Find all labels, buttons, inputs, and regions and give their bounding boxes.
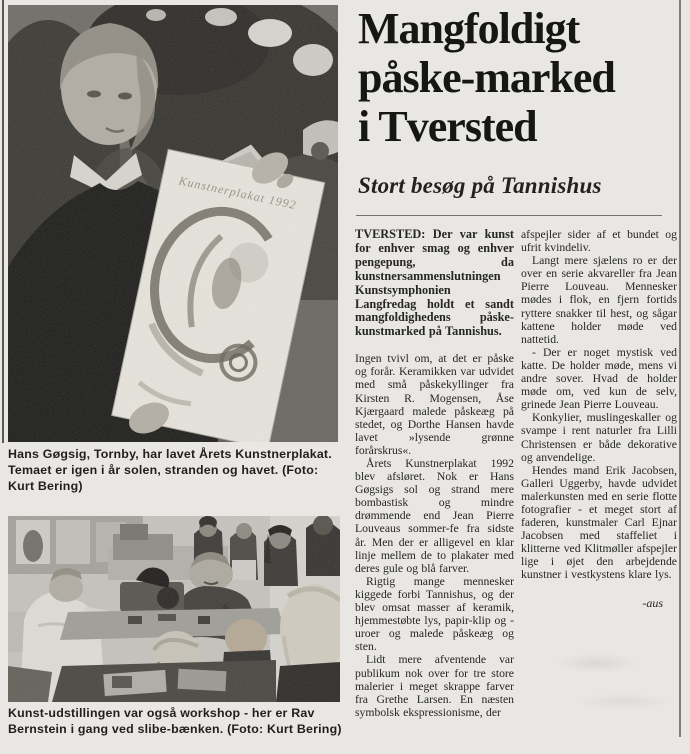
article-subhead: Stort besøg på Tannishus	[358, 173, 602, 198]
paragraph: Rigtig mange mennesker kiggede forbi Tannishus, og der blev omsat masser af keramik, hjemmestøbte lys, papir-klip og -uroer og malede påskeæg og sten.	[355, 574, 514, 654]
subhead-divider	[356, 215, 662, 216]
headline-line-2: påske-marked	[358, 53, 615, 102]
article-headline	[358, 4, 670, 151]
right-column-rule	[679, 0, 681, 737]
article-column-2	[521, 228, 677, 610]
paragraph: Hendes mand Erik Jacobsen, Galleri Uggerby, havde udvidet malerkunsten med en serie flotte fotografier - et meget stort af faderen, kunstmaler Carl Ejnar Jacobsen med staffeliet i klitterne ved Klitmøller afspejler lige i øjet den arbejdende kunstner i vestkystens klare lys.	[521, 463, 677, 582]
headline-line-3: i Tversted	[358, 102, 537, 151]
paragraph: - Der er noget mystisk ved katte. De holder møde, mens vi andre sover. Hvad de holder møde om, ved kun de selv, grinede Jean Pierre Louveau.	[521, 345, 677, 412]
photo2-grain-overlay	[8, 516, 340, 702]
photo1-caption: Hans Gøgsig, Tornby, har lavet Årets Kunstnerplakat. Temaet er igen i år solen, stranden og havet. (Foto: Kurt Bering)	[8, 447, 332, 493]
photo1-illustration	[8, 5, 338, 442]
print-through-smudge	[545, 630, 675, 740]
photo-hans-gogsig-with-poster	[8, 5, 338, 442]
photo2-illustration	[8, 516, 340, 702]
photo1-grain-overlay	[8, 5, 338, 442]
photo-workshop-scene	[8, 516, 340, 702]
article-column-1	[355, 228, 514, 719]
lead-paragraph: TVERSTED: Der var kunst for enhver smag og enhver pengepung, da kunstnersammenslutningen Kunstsymphonien Langfredag holdt et sandt mangfoldighedens påske-kunstmarked på Tannishus.	[355, 227, 514, 339]
paragraph: Ingen tvivl om, at det er påske og forår. Keramikken var udvidet med små påskekyllinger fra Kirsten R. Mogensen, Åse Kjærgaard malede påskeæg på stedet, og Dorthe Hansen havde lavet »lysende grønne forårskrus«.	[355, 352, 514, 457]
paragraph: Lidt mere afventende var publikum nok over for tre store malerier i meget skrappe farver fra Grethe Larsen. En næsten symbolsk ekspressionisme, der	[355, 653, 514, 719]
headline-line-1: Mangfoldigt	[358, 4, 580, 53]
paragraph: Langt mere sjælens ro er der over en serie akvareller fra Jean Pierre Louveau. Mennesker mødes i flok, en fjern fortids ryttere snakker til hest, og sågar kattene holder møde ved nattetid.	[521, 254, 677, 346]
left-column-rule	[2, 0, 4, 443]
paragraph: Årets Kunstnerplakat 1992 blev afsløret. Nok er Hans Gøgsigs sol og strand mere bombastisk og mindre drømmende end Jean Pierre Louveaus sommer-fe fra sidste år. Men der er alligevel en klar linje mellem de to plakater med deres gule og blå farver.	[355, 457, 514, 575]
author-signature: -aus	[642, 595, 663, 610]
paragraph: afspejler sider af et bundet og ufrit kvindeliv.	[521, 228, 677, 255]
photo2-caption: Kunst-udstillingen var også workshop - her er Rav Bernstein i gang ved slibe-bænken. (Foto: Kurt Bering)	[8, 706, 342, 736]
paragraph: Konkylier, muslingeskaller og svampe i rent naturler fra Lilli Christensen er både dekorative og anvendelige.	[521, 411, 677, 464]
